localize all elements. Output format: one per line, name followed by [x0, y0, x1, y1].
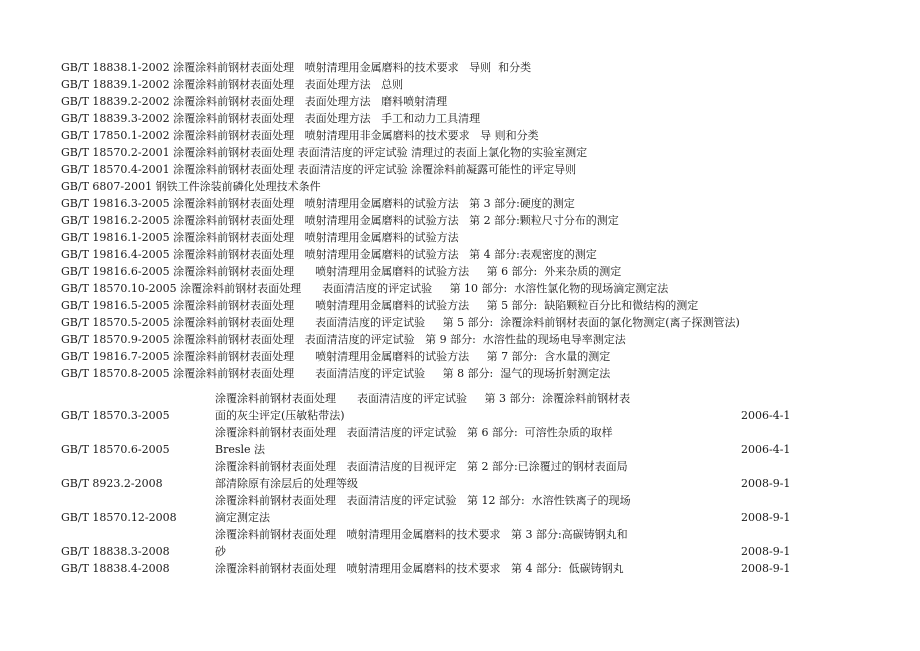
standard-line: GB/T 18839.3-2002 涂覆涂料前钢材表面处理 表面处理方法 手工和动力工具清理: [61, 112, 481, 125]
table-standard-code: GB/T 18838.3-2008: [61, 545, 170, 558]
table-standard-code: GB/T 18838.4-2008: [61, 562, 170, 575]
standard-line: GB/T 19816.6-2005 涂覆涂料前钢材表面处理 喷射清理用金属磨料的试验方法 第 6 部分: 外来杂质的测定: [61, 265, 622, 278]
table-description-line: 涂覆涂料前钢材表面处理 表面清洁度的评定试验 第 3 部分: 涂覆涂料前钢材表: [215, 392, 631, 405]
table-effective-date: 2008-9-1: [741, 545, 791, 558]
standard-line: GB/T 17850.1-2002 涂覆涂料前钢材表面处理 喷射清理用非金属磨料的技术要求 导 则和分类: [61, 129, 539, 142]
table-standard-code: GB/T 18570.3-2005: [61, 409, 170, 422]
standard-line: GB/T 19816.4-2005 涂覆涂料前钢材表面处理 喷射清理用金属磨料的试验方法 第 4 部分:表观密度的测定: [61, 248, 597, 261]
table-effective-date: 2008-9-1: [741, 477, 791, 490]
table-standard-code: GB/T 18570.6-2005: [61, 443, 170, 456]
standard-line: GB/T 18570.4-2001 涂覆涂料前钢材表面处理 表面清洁度的评定试验 涂覆涂料前凝露可能性的评定导则: [61, 163, 577, 176]
table-description-line: 砂: [215, 545, 226, 558]
standard-line: GB/T 19816.5-2005 涂覆涂料前钢材表面处理 喷射清理用金属磨料的试验方法 第 5 部分: 缺陷颗粒百分比和微结构的测定: [61, 299, 699, 312]
table-standard-code: GB/T 18570.12-2008: [61, 511, 177, 524]
standard-line: GB/T 19816.3-2005 涂覆涂料前钢材表面处理 喷射清理用金属磨料的试验方法 第 3 部分:硬度的测定: [61, 197, 575, 210]
standard-line: GB/T 19816.1-2005 涂覆涂料前钢材表面处理 喷射清理用金属磨料的试验方法: [61, 231, 459, 244]
standard-line: GB/T 18570.5-2005 涂覆涂料前钢材表面处理 表面清洁度的评定试验 第 5 部分: 涂覆涂料前钢材表面的氯化物测定(离子探测管法): [61, 316, 740, 329]
table-effective-date: 2006-4-1: [741, 443, 791, 456]
table-description-line: 涂覆涂料前钢材表面处理 表面清洁度的目视评定 第 2 部分:已涂覆过的钢材表面局: [215, 460, 628, 473]
standard-line: GB/T 18570.9-2005 涂覆涂料前钢材表面处理 表面清洁度的评定试验 第 9 部分: 水溶性盐的现场电导率测定法: [61, 333, 626, 346]
standard-line: GB/T 18570.8-2005 涂覆涂料前钢材表面处理 表面清洁度的评定试验 第 8 部分: 湿气的现场折射测定法: [61, 367, 611, 380]
standard-line: GB/T 18570.10-2005 涂覆涂料前钢材表面处理 表面清洁度的评定试验 第 10 部分: 水溶性氯化物的现场滴定测定法: [61, 282, 669, 295]
standard-line: GB/T 18570.2-2001 涂覆涂料前钢材表面处理 表面清洁度的评定试验 清理过的表面上氯化物的实验室测定: [61, 146, 588, 159]
standard-line: GB/T 19816.2-2005 涂覆涂料前钢材表面处理 喷射清理用金属磨料的试验方法 第 2 部分:颗粒尺寸分布的测定: [61, 214, 619, 227]
table-effective-date: 2006-4-1: [741, 409, 791, 422]
standard-line: GB/T 18839.2-2002 涂覆涂料前钢材表面处理 表面处理方法 磨料喷射清理: [61, 95, 448, 108]
standard-line: GB/T 18839.1-2002 涂覆涂料前钢材表面处理 表面处理方法 总则: [61, 78, 404, 91]
table-description-line: 涂覆涂料前钢材表面处理 喷射清理用金属磨料的技术要求 第 3 部分:高碳铸钢丸和: [215, 528, 628, 541]
table-description-line: 涂覆涂料前钢材表面处理 表面清洁度的评定试验 第 12 部分: 水溶性铁离子的现场: [215, 494, 631, 507]
table-standard-code: GB/T 8923.2-2008: [61, 477, 163, 490]
table-description-line: 涂覆涂料前钢材表面处理 表面清洁度的评定试验 第 6 部分: 可溶性杂质的取样: [215, 426, 613, 439]
standard-line: GB/T 18838.1-2002 涂覆涂料前钢材表面处理 喷射清理用金属磨料的技术要求 导则 和分类: [61, 61, 532, 74]
table-description-line: 滴定测定法: [215, 511, 270, 524]
table-description-line: 涂覆涂料前钢材表面处理 喷射清理用金属磨料的技术要求 第 4 部分: 低碳铸钢丸: [215, 562, 624, 575]
table-description-line: Bresle 法: [215, 443, 266, 456]
table-effective-date: 2008-9-1: [741, 562, 791, 575]
table-description-line: 面的灰尘评定(压敏粘带法): [215, 409, 345, 422]
standard-line: GB/T 19816.7-2005 涂覆涂料前钢材表面处理 喷射清理用金属磨料的试验方法 第 7 部分: 含水量的测定: [61, 350, 611, 363]
table-description-line: 部清除原有涂层后的处理等级: [215, 477, 358, 490]
standard-line: GB/T 6807-2001 钢铁工件涂装前磷化处理技术条件: [61, 180, 321, 193]
table-effective-date: 2008-9-1: [741, 511, 791, 524]
